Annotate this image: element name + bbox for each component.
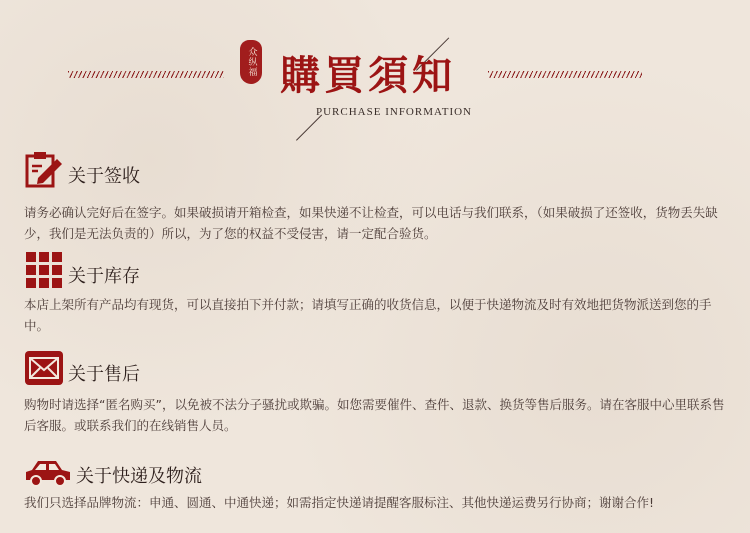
section-body: 购物时请选择“匿名购买”，以免被不法分子骚扰或欺骗。如您需要催件、查件、退款、换货等售后服务。请在客服中心里联系售后客服。或联系我们的在线销售人员。	[24, 397, 725, 433]
section-heading	[24, 250, 140, 290]
section-title: 关于售后	[68, 364, 140, 385]
seal-stamp: 众纵福	[240, 40, 262, 84]
section-body: 我们只选择品牌物流：申通、圆通、中通快递；如需指定快递请提醒客服标注、其他快递运费另行协商；谢谢合作!	[24, 495, 655, 510]
edit-document-icon	[24, 150, 64, 190]
section-title: 关于库存	[68, 266, 140, 287]
grid-icon	[24, 250, 64, 290]
section-body: 请务必确认完好后在签字。如果破损请开箱检查，如果快递不让检查，可以电话与我们联系，（如果破损了还签收，货物丢失缺少，我们是无法负责的）所以，为了您的权益不受侵害，请一定配合验货。	[24, 205, 718, 241]
page-subtitle: PURCHASE INFORMATION	[316, 106, 472, 118]
section-heading	[24, 150, 140, 190]
section-heading	[24, 450, 202, 490]
section-title: 关于签收	[68, 166, 140, 187]
decorative-hatch-right	[488, 71, 642, 78]
envelope-icon	[24, 348, 64, 388]
decorative-hatch-left	[68, 71, 224, 78]
section-title: 关于快递及物流	[76, 466, 202, 487]
page-title: 購買須知	[280, 52, 456, 99]
section-heading	[24, 348, 140, 388]
decorative-slash-bottom	[296, 115, 322, 141]
header	[0, 0, 750, 140]
car-icon	[24, 450, 72, 490]
section-body: 本店上架所有产品均有现货，可以直接拍下并付款；请填写正确的收货信息，以便于快递物流及时有效地把货物派送到您的手中。	[24, 297, 712, 333]
